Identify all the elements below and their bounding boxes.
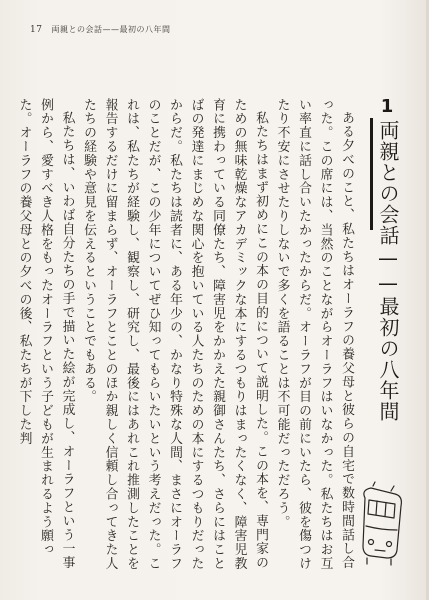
chapter-title: 両親との会話——最初の八年間 [376,120,400,422]
chapter-heading [368,96,406,422]
paragraph: ある夕べのこと、私たちはオーラフの養父母と彼らの自宅で数時間話し合った。この席には、当然のことながらオーラフはいなかった。私たちはお互い率直に話し合いたかったからだ。オーラフが目の前にいたら、彼を傷つけたり不安にさせたりしないで多くを語ることは不可能だっただろう。 [274,98,354,571]
running-head [30,24,171,35]
page-number: 17 [30,25,43,35]
body-text [13,98,357,580]
chapter-number: 1 [380,96,394,117]
paragraph: 私たちはまず初めにこの本の目的について説明した。この本を、専門家のための無味乾燥なアカデミックな本にするつもりはまったくなく、障害児教育に携わっている同僚たち、障害児をかかえた親御さんたち、さらにはことばの発達にまじめな関心を抱いている人たちのための本にするつもりだったからだ。私たちは読者に、ある年少の、かなり特殊な人間、まさにオーラフのことだが、この少年についてぜひ知ってもらいたいという考えだった。これは、私たちが経験し、観察し、研究し、最後にはあれこれ推測したことを報告するだけに留まらず、オーラフとことのほか親しく信頼し合ってきた人たちの経験や意見を伝えるということでもある。 [81,98,268,571]
running-head-title: 両親との会話——最初の八年間 [51,25,171,34]
bus-illustration [351,480,411,570]
chapter-rule [370,118,373,230]
paragraph: 私たちは、いわば自分たちの手で描いた絵が完成し、オーラフという一事例から、愛すべき人格をもったオーラフという子どもが生まれるよう願った。オーラフの養父母との夕べの後、私たちが下した判 [16,98,75,570]
